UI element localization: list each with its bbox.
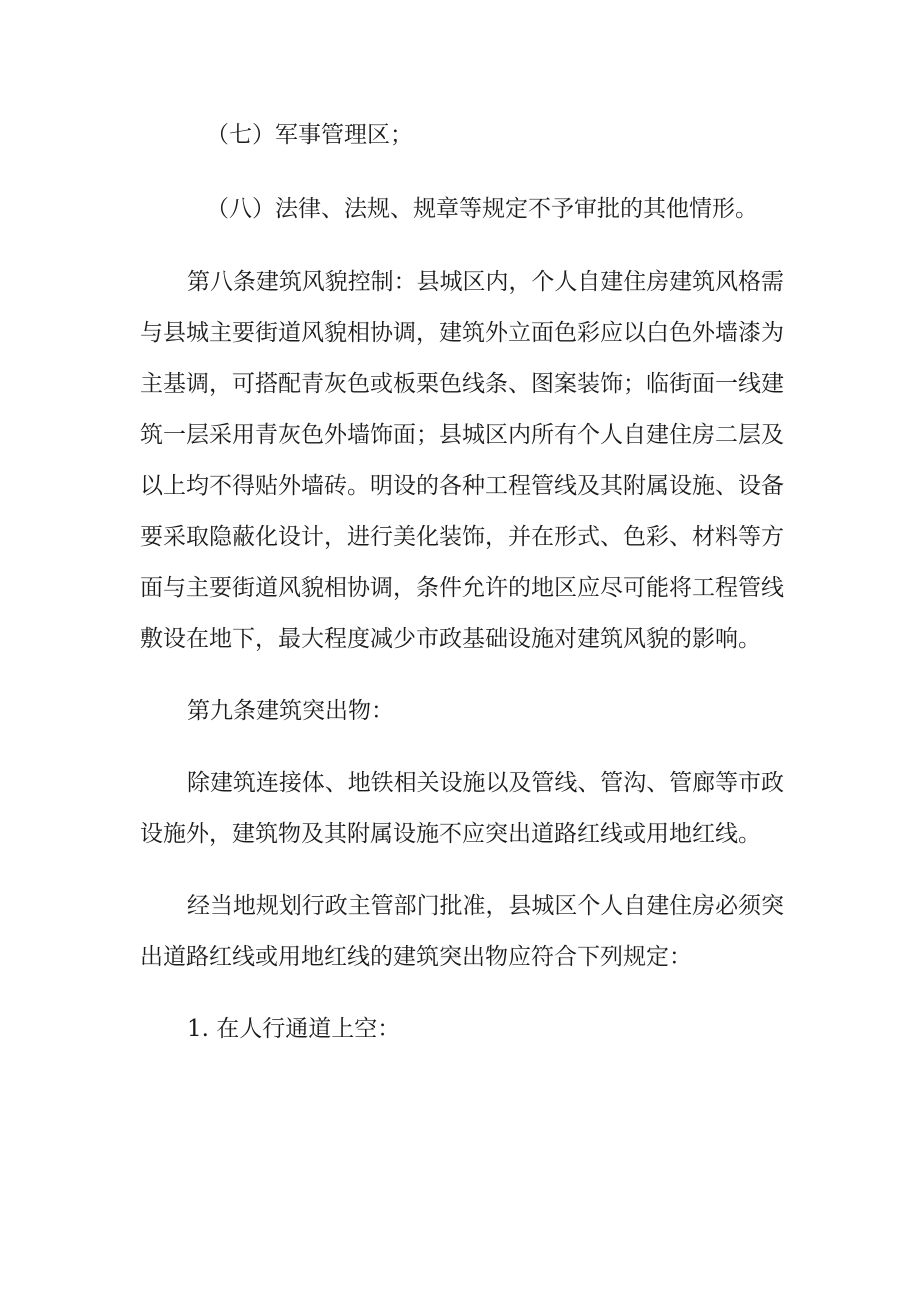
list-item-1: 1. 在人行通道上空： [187, 1016, 401, 1042]
clause-item-7: （七）军事管理区； [206, 122, 413, 148]
clause-item-8: （八）法律、法规、规章等规定不予审批的其他情形。 [206, 196, 758, 222]
article-8-line: 面与主要街道风貌相协调，条件允许的地区应尽可能将工程管线 [140, 575, 784, 601]
article-9-line: 设施外，建筑物及其附属设施不应突出道路红线或用地红线。 [140, 821, 761, 847]
article-8-line: 要采取隐蔽化设计，进行美化装饰，并在形式、色彩、材料等方 [140, 524, 784, 550]
article-8-line: 与县城主要街道风貌相协调，建筑外立面色彩应以白色外墙漆为 [140, 320, 784, 346]
article-8-line: 以上均不得贴外墙砖。明设的各种工程管线及其附属设施、设备 [140, 473, 784, 499]
article-9-line: 除建筑连接体、地铁相关设施以及管线、管沟、管廊等市政 [187, 770, 784, 796]
article-9-line: 出道路红线或用地红线的建筑突出物应符合下列规定： [140, 944, 692, 970]
article-9-heading: 第九条建筑突出物： [187, 698, 394, 724]
article-8-line: 筑一层采用青灰色外墙饰面；县城区内所有个人自建住房二层及 [140, 422, 784, 448]
article-8-line: 第八条建筑风貌控制：县城区内，个人自建住房建筑风格需 [187, 269, 784, 295]
article-8-line: 敷设在地下，最大程度减少市政基础设施对建筑风貌的影响。 [140, 626, 761, 652]
article-8-line: 主基调，可搭配青灰色或板栗色线条、图案装饰；临街面一线建 [140, 371, 784, 397]
article-9-line: 经当地规划行政主管部门批准，县城区个人自建住房必须突 [187, 893, 784, 919]
